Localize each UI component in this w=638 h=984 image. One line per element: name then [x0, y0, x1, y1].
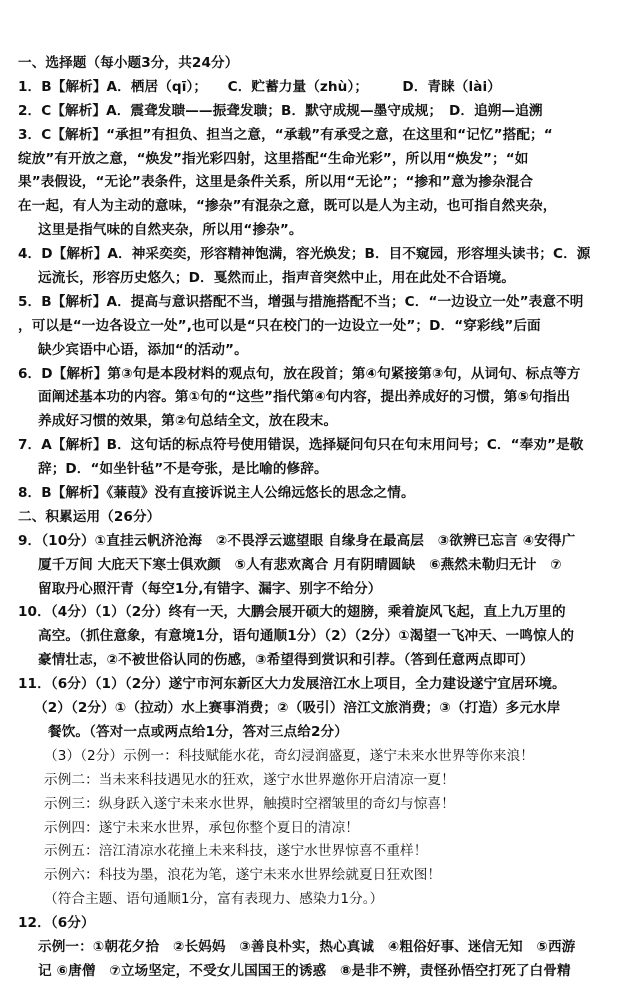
example-line: 示例六：科技为墨，浪花为笔，遂宁未来水世界绘就夏日狂欢图！	[44, 867, 442, 884]
answer-line-q11: 11．（6分）（1）（2分）遂宁市河东新区大力发展涪江水上项目，全力建设遂宁宜居环境。	[18, 676, 566, 693]
answer-line-q9-cont: 留取丹心照汗青（每空1分,有错字、漏字、别字不给分）	[38, 580, 382, 597]
example-line: 示例三：纵身跃入遂宁未来水世界，触摸时空褶皱里的奇幻与惊喜！	[44, 795, 455, 812]
answer-line-q4-cont: 远流长，形容历史悠久；D．戛然而止，指声音突然中止，用在此处不合语境。	[38, 270, 515, 287]
answer-line-q6: 6．D【解析】第③句是本段材料的观点句，放在段首；第④句紧接第③句，从词句、标点等方	[18, 365, 581, 382]
answer-line-q7-cont: 辞；D．“如坐针毡”不是夸张，是比喻的修辞。	[38, 461, 328, 478]
answer-line-q3-cont: 果”表假设，“无论”表条件，这里是条件关系，所以用“无论”；“掺和”意为掺杂混合	[18, 174, 534, 191]
section-heading-choice: 一、选择题（每小题3分，共24分）	[18, 55, 239, 71]
answer-line-q4: 4．D【解析】A．神采奕奕，形容精神饱满，容光焕发；B．目不窥园，形容埋头读书；C．源	[18, 246, 591, 263]
answer-line-q3-cont: 绽放”有开放之意，“焕发”指光彩四射，这里搭配“生命光彩”，所以用“焕发”；“如	[18, 150, 529, 167]
answer-line-q5-cont: ，可以是“一边各设立一处”,也可以是“只在校门的一边设立一处”；D．“穿彩线”后面	[18, 317, 541, 334]
answer-line-q3-cont: 这里是指气味的自然夹杂，所以用“掺杂”。	[38, 222, 303, 239]
answer-line-q3-cont: 在一起，有人为主动的意味，“掺杂”有混杂之意，既可以是人为主动，也可指自然夹杂，	[18, 198, 557, 215]
answer-line-q12-example: 示例一：①朝花夕拾 ②长妈妈 ③善良朴实，热心真诚 ④粗俗好事、迷信无知 ⑤西游	[38, 938, 576, 955]
answer-line-q10: 10．（4分）（1）（2分）终有一天，大鹏会展开硕大的翅膀，乘着旋风飞起，直上九万里的	[18, 604, 566, 621]
section-heading-accumulation: 二、积累运用（26分）	[18, 508, 161, 525]
answer-line-q9-cont: 厦千万间 大庇天下寒士俱欢颜 ⑤人有悲欢离合 月有阴晴圆缺 ⑥燕然未勒归无计 ⑦	[38, 556, 562, 573]
answer-line-q2: 2．C【解析】A．震聋发聩——振聋发聩；B．默守成规—墨守成规； D．追朔—追溯	[18, 102, 543, 119]
answer-line-q8: 8．B【解析】《蒹葭》没有直接诉说主人公绵远悠长的思念之情。	[18, 485, 415, 502]
scoring-note: （符合主题、语句通顺1分，富有表现力、感染力1分。）	[44, 891, 384, 908]
answer-line-q11-part2-cont: 餐饮。（答对一点或两点给1分，答对三点给2分）	[48, 723, 348, 740]
example-line: 示例四：遂宁未来水世界，承包你整个夏日的清凉！	[44, 819, 359, 836]
answer-line-q12: 12．（6分）	[18, 915, 95, 932]
answer-line-q10-cont: 高空。（抓住意象，有意境1分，语句通顺1分）（2）（2分）①渴望一飞冲天、一鸣惊人的	[38, 628, 575, 645]
answer-line-q11-part3: （3）（2分）示例一：科技赋能水花，奇幻浸润盛夏，遂宁未来水世界等你来浪！	[44, 747, 534, 764]
answer-line-q10-cont: 豪情壮志，②不被世俗认同的伤感，③希望得到赏识和引荐。（答到任意两点即可）	[38, 652, 534, 669]
answer-line-q12-example-cont: 记 ⑥唐僧 ⑦立场坚定，不受女儿国国王的诱惑 ⑧是非不辨，责怪孙悟空打死了白骨精	[38, 962, 571, 979]
answer-line-q5-cont: 缺少宾语中心语，添加“的活动”。	[38, 341, 248, 358]
answer-line-q3: 3．C【解析】“承担”有担负、担当之意，“承载”有承受之意，在这里和“记忆”搭配；“	[18, 126, 553, 143]
answer-line-q7: 7．A【解析】B．这句话的标点符号使用错误，选择疑问句只在句末用问号；C．“奉劝”是敬	[18, 437, 584, 454]
answer-line-q11-part2: （2）（2分）①（拉动）水上赛事消费；②（吸引）涪江文旅消费；③（打造）多元水岸	[34, 700, 561, 717]
answer-line-q9: 9．（10分）①直挂云帆济沧海 ②不畏浮云遮望眼 自缘身在最高层 ③欲辨已忘言 ④安得广	[18, 532, 576, 549]
answer-line-q5: 5．B【解析】A．提高与意识搭配不当，增强与措施搭配不当；C．“一边设立一处”表意不明	[18, 293, 584, 310]
answer-line-q6-cont: 养成好习惯的效果，第②句总结全文，放在段末。	[38, 413, 338, 430]
answer-line-q6-cont: 面阐述基本功的内容。第①句的“这些”指代第④句内容，提出养成好的习惯，第⑤句指出	[38, 389, 571, 406]
example-line: 示例二：当未来科技遇见水的狂欢，遂宁水世界邀你开启清凉一夏！	[44, 771, 455, 788]
example-line: 示例五：涪江清凉水花撞上未来科技，遂宁水世界惊喜不重样！	[44, 843, 428, 860]
answer-line-q1: 1．B【解析】A．栖居（qī）； C．贮蓄力量（zhù）； D．青睐（lài）	[18, 78, 501, 95]
